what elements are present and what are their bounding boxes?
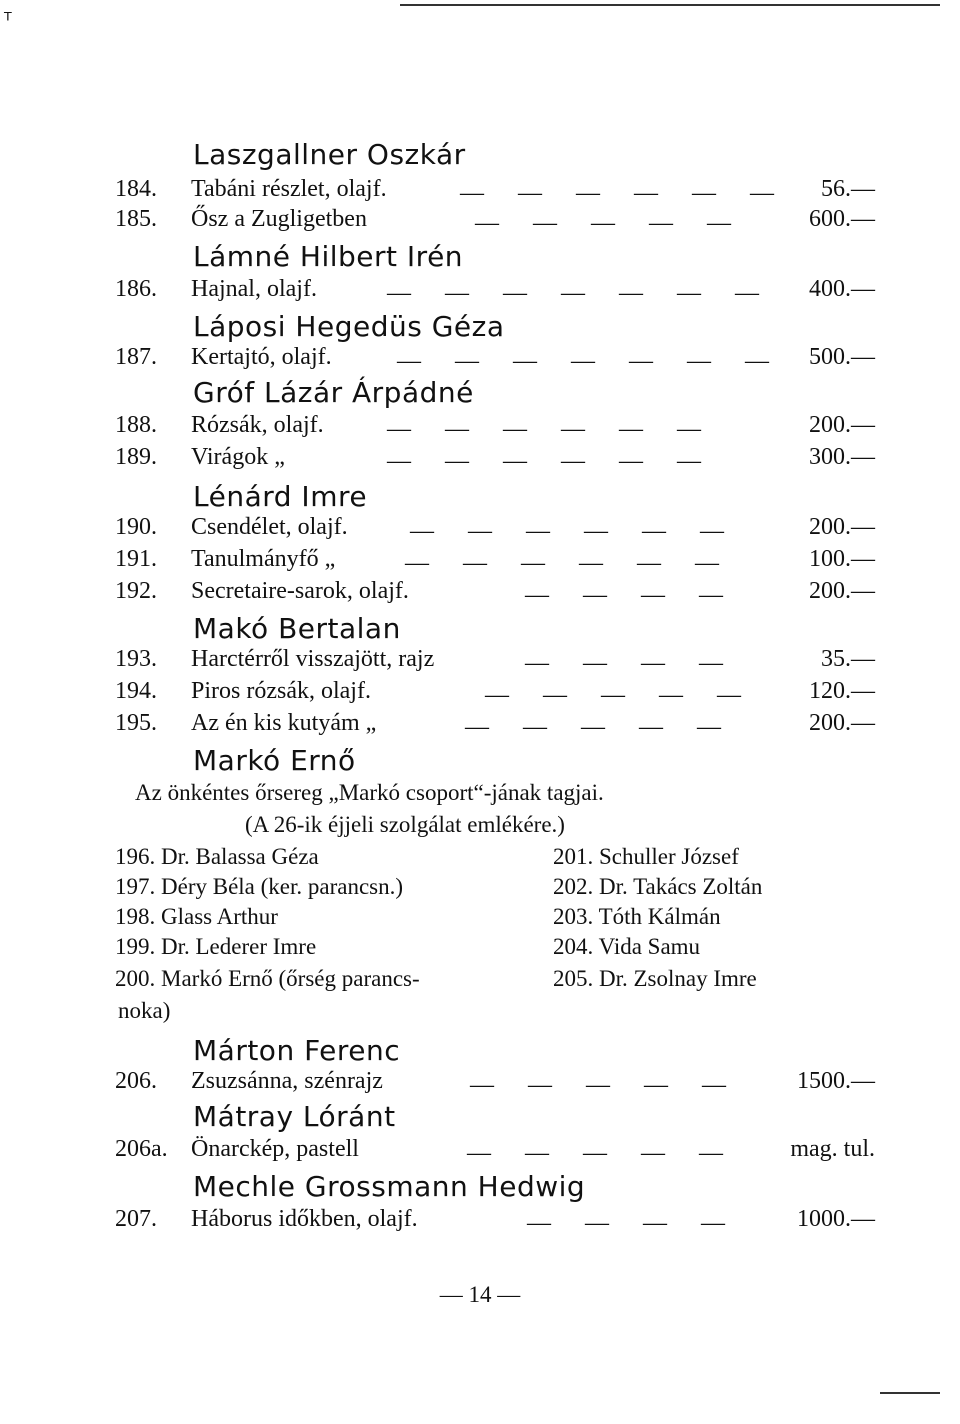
artist-heading: Lámné Hilbert Irén bbox=[193, 240, 464, 273]
entry-price: 200.— bbox=[809, 578, 875, 604]
entry-title: Az én kis kutyám „ bbox=[191, 710, 377, 736]
catalog-entry bbox=[115, 206, 875, 236]
entry-number: 206a. bbox=[115, 1136, 168, 1162]
entry-title: Csendélet, olajf. bbox=[191, 514, 348, 540]
entry-title: Secretaire-sarok, olajf. bbox=[191, 578, 409, 604]
artist-heading: Gróf Lázár Árpádné bbox=[193, 376, 474, 409]
member-left: 196. Dr. Balassa Géza bbox=[115, 844, 319, 869]
entry-price: 400.— bbox=[809, 276, 875, 302]
entry-number: 184. bbox=[115, 176, 157, 202]
entry-leader: — — — — — — bbox=[405, 550, 733, 576]
member-right: 202. Dr. Takács Zoltán bbox=[553, 874, 763, 899]
entry-title: Hajnal, olajf. bbox=[191, 276, 317, 302]
entry-leader: — — — — — — — bbox=[397, 348, 783, 374]
entry-leader: — — — — — bbox=[485, 682, 755, 708]
entry-price: 500.— bbox=[809, 344, 875, 370]
artist-heading: Mechle Grossmann Hedwig bbox=[193, 1170, 586, 1203]
catalog-entry bbox=[115, 412, 875, 442]
entry-leader: — — — — — — bbox=[387, 448, 715, 474]
catalog-entry bbox=[115, 678, 875, 708]
group-note: Az önkéntes őrsereg „Markó csoport“-jának tagjai. bbox=[135, 780, 604, 805]
entry-leader: — — — — — bbox=[475, 210, 745, 236]
entry-number: 207. bbox=[115, 1206, 157, 1232]
entry-number: 206. bbox=[115, 1068, 157, 1094]
entry-price: 56.— bbox=[821, 176, 875, 202]
entry-price: 600.— bbox=[809, 206, 875, 232]
entry-title: Ősz a Zugligetben bbox=[191, 206, 367, 232]
member-left: 200. Markó Ernő (őrség parancs- bbox=[115, 966, 420, 991]
entry-price: 120.— bbox=[809, 678, 875, 704]
entry-title: Virágok „ bbox=[191, 444, 285, 470]
catalog-entry bbox=[115, 546, 875, 576]
entry-title: Tanulmányfő „ bbox=[191, 546, 336, 572]
entry-number: 192. bbox=[115, 578, 157, 604]
entry-price: 1000.— bbox=[797, 1206, 875, 1232]
member-right: 204. Vida Samu bbox=[553, 934, 701, 959]
entry-number: 186. bbox=[115, 276, 157, 302]
artist-heading: Lénárd Imre bbox=[193, 480, 368, 513]
artist-heading: Makó Bertalan bbox=[193, 612, 401, 645]
entry-price: mag. tul. bbox=[790, 1136, 875, 1162]
entry-leader: — — — — bbox=[525, 582, 737, 608]
entry-leader: — — — — bbox=[527, 1210, 739, 1236]
entry-price: 200.— bbox=[809, 514, 875, 540]
artist-heading: Markó Ernő bbox=[193, 744, 356, 777]
artist-heading: Márton Ferenc bbox=[193, 1034, 401, 1067]
entry-title: Tabáni részlet, olajf. bbox=[191, 176, 387, 202]
entry-number: 187. bbox=[115, 344, 157, 370]
catalog-entry bbox=[115, 344, 875, 374]
entry-leader: — — — — — bbox=[467, 1140, 737, 1166]
catalog-entry bbox=[115, 444, 875, 474]
catalog-entry bbox=[115, 276, 875, 306]
entry-price: 300.— bbox=[809, 444, 875, 470]
entry-number: 190. bbox=[115, 514, 157, 540]
artist-heading: Laszgallner Oszkár bbox=[193, 138, 466, 171]
catalog-entry bbox=[115, 1068, 875, 1098]
entry-number: 189. bbox=[115, 444, 157, 470]
catalog-entry bbox=[115, 1136, 875, 1166]
entry-number: 188. bbox=[115, 412, 157, 438]
catalog-entry bbox=[115, 1206, 875, 1236]
entry-title: Kertajtó, olajf. bbox=[191, 344, 332, 370]
entry-number: 185. bbox=[115, 206, 157, 232]
entry-price: 1500.— bbox=[797, 1068, 875, 1094]
entry-price: 200.— bbox=[809, 412, 875, 438]
entry-title: Piros rózsák, olajf. bbox=[191, 678, 371, 704]
entry-leader: — — — — — — bbox=[460, 180, 788, 206]
page-number: — 14 — bbox=[439, 1282, 521, 1307]
catalog-entry bbox=[115, 514, 875, 544]
entry-number: 193. bbox=[115, 646, 157, 672]
artist-heading: Mátray Lóránt bbox=[193, 1100, 396, 1133]
entry-number: 194. bbox=[115, 678, 157, 704]
catalog-entry bbox=[115, 176, 875, 206]
entry-title: Háborus időkben, olajf. bbox=[191, 1206, 418, 1232]
entry-leader: — — — — bbox=[525, 650, 737, 676]
entry-leader: — — — — — — bbox=[410, 518, 738, 544]
entry-title: Önarckép, pastell bbox=[191, 1136, 359, 1162]
entry-price: 200.— bbox=[809, 710, 875, 736]
member-left-continuation: noka) bbox=[118, 998, 171, 1023]
entry-price: 100.— bbox=[809, 546, 875, 572]
catalog-entry bbox=[115, 578, 875, 608]
group-note-subtitle: (A 26-ik éjjeli szolgálat emlékére.) bbox=[245, 812, 565, 837]
entry-price: 35.— bbox=[821, 646, 875, 672]
corner-mark: ᵀ bbox=[4, 8, 12, 32]
entry-title: Zsuzsánna, szénrajz bbox=[191, 1068, 383, 1094]
artist-heading: Láposi Hegedüs Géza bbox=[193, 310, 505, 343]
entry-leader: — — — — — — — bbox=[387, 280, 773, 306]
scan-artifact-rule bbox=[880, 1392, 940, 1394]
member-right: 201. Schuller József bbox=[553, 844, 739, 869]
catalog-entry bbox=[115, 646, 875, 676]
member-left: 198. Glass Arthur bbox=[115, 904, 278, 929]
member-left: 197. Déry Béla (ker. parancsn.) bbox=[115, 874, 404, 899]
entry-number: 195. bbox=[115, 710, 157, 736]
member-left: 199. Dr. Lederer Imre bbox=[115, 934, 317, 959]
member-right: 205. Dr. Zsolnay Imre bbox=[553, 966, 757, 991]
entry-number: 191. bbox=[115, 546, 157, 572]
entry-title: Rózsák, olajf. bbox=[191, 412, 324, 438]
entry-leader: — — — — — — bbox=[387, 416, 715, 442]
catalog-entry bbox=[115, 710, 875, 740]
entry-leader: — — — — — bbox=[470, 1072, 740, 1098]
entry-title: Harctérről visszajött, rajz bbox=[191, 646, 435, 672]
entry-leader: — — — — — bbox=[465, 714, 735, 740]
member-right: 203. Tóth Kálmán bbox=[553, 904, 721, 929]
